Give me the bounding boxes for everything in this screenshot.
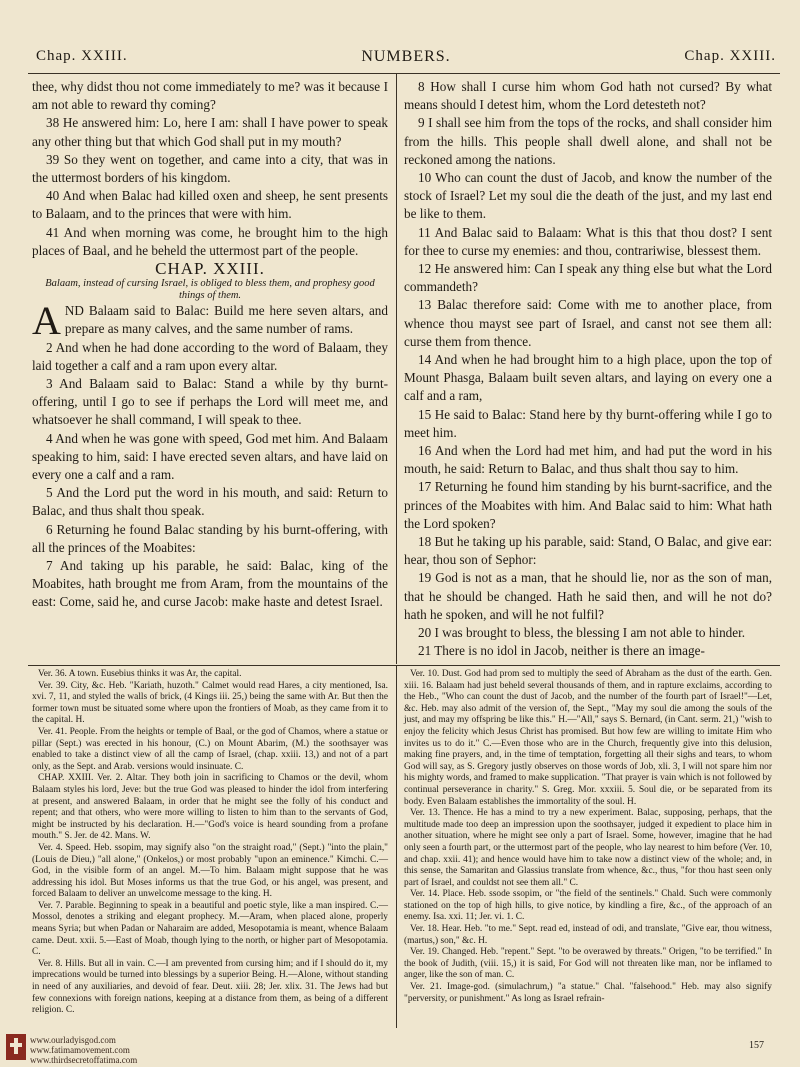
verse: 20 I was brought to bless, the blessing I am not able to hinder. — [418, 625, 746, 641]
note: Ver. 36. A town. Eusebius thinks it was Ar, the capital. — [38, 669, 242, 679]
footer-link[interactable]: www.ourladyisgod.com — [30, 1035, 116, 1045]
header-center: NUMBERS. — [361, 48, 451, 65]
right-column — [404, 78, 772, 661]
verse: 13 Balac therefore said: Come with me to another place, from whence thou mayst see part of Israel, and canst not see them all: curse them from thence. — [404, 297, 772, 349]
verse: 10 Who can count the dust of Jacob, and know the number of the stock of Israel? Let my soul die the death of the just, and my last end be like to them. — [404, 170, 772, 222]
note: Ver. 4. Speed. Heb. ssopim, may signify also "on the straight road," (Sept.) "into the plain," (Louis de Dieu,) "all alone," (Onkelos,) or most probably "upon an eminence." Kimchi. C.—God, in the visible form of an angel. M.—To him. Balaam might suppose that he was addressing his idol. But Moses informs us that the true God, or his angel, was present, and forced Balaam to deliver an unwelcome message to the king. H. — [32, 842, 388, 900]
verse: 16 And when the Lord had met him, and had put the word in his mouth, he said: Return to Balac, and thus shalt thou say to him. — [404, 443, 772, 477]
verse: 40 And when Balac had killed oxen and sheep, he sent presents to Balaam, and to the princes that were with him. — [32, 188, 388, 222]
note: Ver. 7. Parable. Beginning to speak in a beautiful and poetic style, like a man inspired. C.—Mossol, denotes a striking and elegant prophecy. M.—Aram, when placed alone, properly means Syria; but when Padan or Naharaim are added, Mesopotamia is meant, whence Balaam came. Deut. xxii. 5.—East of Moab, though lying to the north, or higher part of Mesopotamia. C. — [32, 900, 388, 958]
note: Ver. 21. Image-god. (simulachrum,) "a statue." Chal. "falsehood." Heb. may also signify "perversity, or punishment." As long as Israel refrain- — [404, 982, 772, 1004]
verse: 4 And when he was gone with speed, God met him. And Balaam speaking to him, said: I have erected seven altars, and have laid on every one a calf and a ram. — [32, 430, 388, 483]
verse: 14 And when he had brought him to a high place, upon the top of Mount Phasga, Balaam built seven altars, and laying on every one a calf and a ram, — [404, 352, 772, 404]
note: Ver. 19. Changed. Heb. "repent." Sept. "to be overawed by threats." Origen, "to be terrified." In the book of Judith, (viii. 15,) it is said, For God will not threaten like man, nor be inflamed to anger, like the son of man. C. — [404, 947, 772, 981]
note: Ver. 13. Thence. He has a mind to try a new experiment. Balac, supposing, perhaps, that the multitude made too deep an impression upon the soothsayer, judged it expedient to place him in another situation, where he might see only a part of Israel. Some, however, imagine that he had only seen a fourth part, or the uttermost part of the people, who lay nearest to him before (Ver. 10, and chap. xxii. 41); and hence would have him to take now a distinct view of the whole; and, in this sense, the Samaritan and Glassius translate from whence, &c., thus, "for thou hast seen only part of Israel, and couldst not see them all." C. — [404, 808, 772, 888]
verse: 38 He answered him: Lo, here I am: shall I have power to speak any other thing but that which God shall put in my mouth? — [32, 115, 388, 149]
note: Ver. 39. City, &c. Heb. "Kariath, huzoth." Calmet would read Hares, a city mentioned, Isa. xvi. 7, 11, and styled the walls of brick, (4 Kings iii. 25,) being the same with Ar. But then the former town must be situated some where upon the frontiers of Moab, as they came from it to the capital. H. — [32, 680, 388, 726]
verse: 41 And when morning was come, he brought him to the high places of Baal, and he beheld the uttermost part of the people. — [32, 224, 388, 258]
verse: 5 And the Lord put the word in his mouth, and said: Return to Balac, and thus shalt thou speak. — [32, 485, 388, 519]
verse: 7 And taking up his parable, he said: Balac, king of the Moabites, hath brought me from Aram, from the mountains of the east: Come, said he, and curse Jacob: make haste and detest Israel. — [32, 558, 388, 610]
chapter-summary: Balaam, instead of cursing Israel, is obliged to bless them, and prophesy good things of them. — [45, 278, 375, 302]
cross-logo-icon — [6, 1034, 26, 1060]
notes-divider — [396, 666, 397, 1028]
header-rule — [28, 73, 780, 74]
page-number: 157 — [749, 1040, 764, 1051]
first-verse — [32, 298, 388, 344]
verse: 9 I shall see him from the tops of the rocks, and shall consider him from the hills. This people shall dwell alone, and shall not be reckoned among the nations. — [404, 115, 772, 167]
verse: 21 There is no idol in Jacob, neither is there an image- — [418, 643, 705, 659]
verse: 17 Returning he found him standing by his burnt-sacrifice, and the princes of the Moabites with him. And Balac said to him: What hath the Lord spoken? — [404, 479, 772, 531]
verse: thee, why didst thou not come immediately to me? was it because I am not able to reward thy coming? — [32, 79, 388, 113]
verse: 15 He said to Balac: Stand here by thy burnt-offering while I go to meet him. — [404, 406, 772, 440]
first-verse-text: ND Balaam said to Balac: Build me here seven altars, and prepare as many calves, and the same number of rams. — [64, 303, 388, 337]
note: Ver. 10. Dust. God had prom sed to multiply the seed of Abraham as the dust of the earth. Gen. xiii. 16. Balaam had just beheld several thousands of them, and in rapture exclaims, according to the Heb., "Who can count the dust of Jacob, and the number of the fourth part of Israel!"—Let, &c. Heb. may also admit of the version of, the Sept., "May my soul die among the souls of the just, and may my offspring be like this." H.—"All," says S. Bernard, (in Cant. serm. 21,) "wish to enjoy the felicity which Jesus Christ has promised. But how few are willing to imitate Him who invites us to do it." C.—Even those who are in the Church, frequently give into this delusion, making fine prayers, and, in the time of temptation, forgetting all their sighs and tears, to whom God will say, as S. Gregory justly observes on those words of Job, xli. 3, I will not spare him nor his mighty words, and framed to make supplication. "That prayer is vain which is not followed by continual perseverance in charity." S. Greg. Mor. xxxiii. 5. Soul die, or be separated from its body. Even Balaam establishes the immortality of the soul. H. — [404, 669, 772, 807]
note: Ver. 18. Hear. Heb. "to me." Sept. read ed, instead of odi, and translate, "Give ear, thou witness, (martus,) son," &c. H. — [404, 924, 772, 946]
verse: 11 And Balac said to Balaam: What is this that thou dost? I sent for thee to curse my enemies: and thou, contrariwise, blessest them. — [404, 224, 772, 258]
footer-link[interactable]: www.thirdsecretoffatima.com — [30, 1055, 138, 1065]
column-divider — [396, 74, 397, 664]
verse: 8 How shall I curse him whom God hath not cursed? By what means should I detest him, whom the Lord detesteth not? — [404, 79, 772, 113]
note: Ver. 8. Hills. But all in vain. C.—I am prevented from cursing him; and if I should do it, my imprecations would be turned into blessings by a superior Being. H.—Alone, without standing in need of any auxiliaries, and devoid of fear. Deut. xiii. 28; Jer. xlix. 31. The Jews had but few connexions with foreign nations, keeping at a distance from them, as being of a different religion. C. — [32, 958, 388, 1016]
notes-left — [32, 669, 388, 1017]
drop-cap: A — [32, 298, 61, 344]
page-header — [36, 48, 776, 70]
note: Ver. 14. Place. Heb. ssode ssopim, or "the field of the sentinels." Chald. Such were commonly stationed on the top of high hills, to give notice, by kindling a fire, &c., of the approach of an enemy. Isa. xxi. 11; Jer. vi. 1. C. — [404, 889, 772, 923]
chapter-heading: CHAP. XXIII. — [155, 259, 265, 279]
verse: 2 And when he had done according to the word of Balaam, they laid together a calf and a ram upon every altar. — [32, 339, 388, 373]
notes-right — [404, 669, 772, 1005]
verse: 19 God is not as a man, that he should lie, nor as the son of man, that he should be changed. Hath he said then, and will he not do? hath he spoken, and will he not fulfil? — [404, 570, 772, 622]
note: Ver. 41. People. From the heights or temple of Baal, or the god of Chamos, where a statue or pillar (Sept.) was erected in his honour, (C.) on Mount Abarim, (M.) the soothsayer was enabled to take a distinct view of all the camp of Israel, (chap. xxiii. 13,) and not of a part only, as the Sept. and Arab. versions would insinuate. C. — [32, 726, 388, 772]
header-right: Chap. XXIII. — [684, 48, 776, 64]
header-left: Chap. XXIII. — [36, 48, 128, 64]
verse: 12 He answered him: Can I speak any thing else but what the Lord commandeth? — [404, 261, 772, 295]
verse: 6 Returning he found Balac standing by his burnt-offering, with all the princes of the Moabites: — [32, 521, 388, 555]
footer-link[interactable]: www.fatimamovement.com — [30, 1045, 130, 1055]
verse: 3 And Balaam said to Balac: Stand a while by thy burnt-offering, until I go to see if perhaps the Lord will meet me, and whatsoever he shall command, I will speak to thee. — [32, 376, 388, 428]
note: CHAP. XXIII. Ver. 2. Altar. They both join in sacrificing to Chamos or the devil, whom Balaam styles his lord, Jeve: but the true God was pleased to hinder the idol from interfering at present, and answered Balaam, in order that he might see the folly of his conduct and repent; and that others, who were more willing to listen to him than to the servants of God, might be instructed by his declaration. H.—"God's voice is heard sounding from a profane mouth." S. Jer. de 42. Mans. W. — [32, 773, 388, 842]
footer-links — [30, 1035, 137, 1065]
left-column — [32, 78, 388, 612]
verse: 39 So they went on together, and came into a city, that was in the uttermost borders of his kingdom. — [32, 151, 388, 186]
verse: 18 But he taking up his parable, said: Stand, O Balac, and give ear: hear, thou son of Sephor: — [404, 534, 772, 568]
notes-rule — [28, 665, 780, 666]
